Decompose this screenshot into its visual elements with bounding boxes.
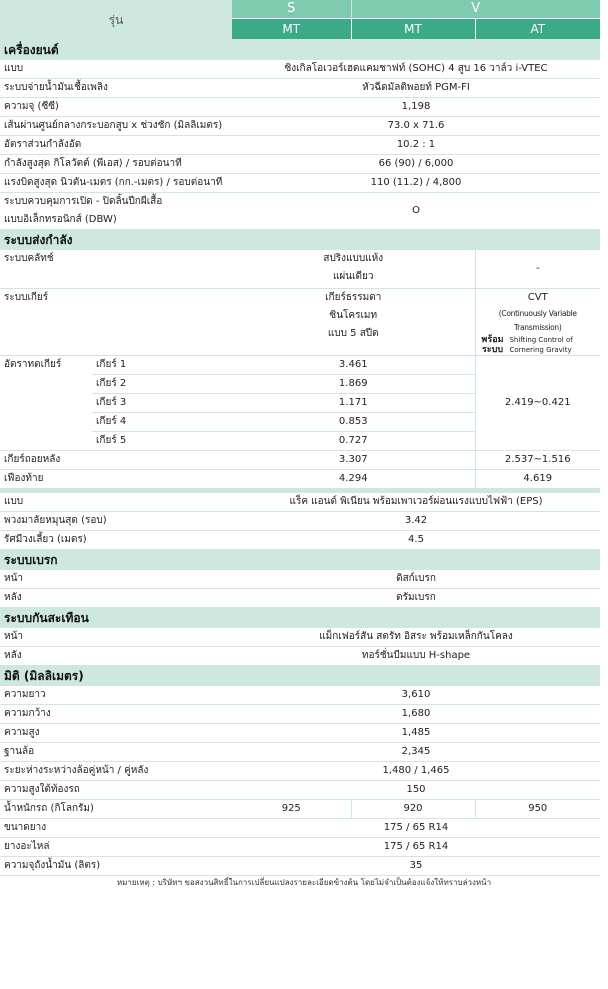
gear-name: เกียร์ 3 xyxy=(92,394,232,413)
spec-value: หัวฉีดมัลติพอยท์ PGM-FI xyxy=(232,79,600,98)
weight-v-at: 950 xyxy=(475,800,600,819)
gear-mt-line: เกียร์ธรรมดา xyxy=(325,292,382,303)
weight-s: 925 xyxy=(232,800,351,819)
spec-row-dbw xyxy=(0,193,600,230)
spec-label: หน้า xyxy=(0,570,232,589)
model-s: S xyxy=(232,0,351,19)
gear-ratio-value: 0.853 xyxy=(232,413,475,432)
trans-v-mt: MT xyxy=(351,19,475,40)
spec-value: ดิสก์เบรก xyxy=(232,570,600,589)
spec-value: 1,480 / 1,465 xyxy=(232,762,600,781)
spec-value: 150 xyxy=(232,781,600,800)
spec-label: เกียร์ถอยหลัง xyxy=(0,451,232,470)
section-title: ระบบเบรก xyxy=(0,550,600,570)
section-title: ระบบกันสะเทือน xyxy=(0,608,600,628)
spec-row xyxy=(0,155,600,174)
spec-row-final xyxy=(0,470,600,489)
spec-row xyxy=(0,174,600,193)
gear-name: เกียร์ 4 xyxy=(92,413,232,432)
spec-value: 1,680 xyxy=(232,705,600,724)
section-title: ระบบส่งกำลัง xyxy=(0,230,600,250)
gear-name: เกียร์ 1 xyxy=(92,356,232,375)
spec-row-reverse xyxy=(0,451,600,470)
gear-ratio-at: 2.419~0.421 xyxy=(475,356,600,451)
section-engine xyxy=(0,40,600,60)
gear-at-feature-text: Shifting Control of Cornering Gravity xyxy=(509,336,573,354)
section-suspension xyxy=(0,608,600,628)
clutch-mt xyxy=(232,250,475,289)
spec-label: หน้า xyxy=(0,628,232,647)
spec-label: ระบบจ่ายน้ำมันเชื้อเพลิง xyxy=(0,79,232,98)
spec-row-gear xyxy=(0,289,600,356)
spec-label: พวงมาลัยหมุนสุด (รอบ) xyxy=(0,512,232,531)
dbw-label-1: ระบบควบคุมการเปิด - ปิดลิ้นปีกผีเสื้อ xyxy=(4,196,163,207)
model-label: รุ่น xyxy=(0,0,232,40)
spec-value: 175 / 65 R14 xyxy=(232,819,600,838)
spec-row-weight xyxy=(0,800,600,819)
gear-ratio-row xyxy=(0,356,600,375)
spec-value: 10.2 : 1 xyxy=(232,136,600,155)
spec-label: เส้นผ่านศูนย์กลางกระบอกสูบ x ช่วงชัก (มิลลิเมตร) xyxy=(0,117,232,136)
spec-value: ดรัมเบรก xyxy=(232,589,600,608)
spec-label: ระบบคลัทช์ xyxy=(0,250,232,289)
gear-mt xyxy=(232,289,475,356)
spec-label: แรงบิดสูงสุด นิวตัน-เมตร (กก.-เมตร) / รอบต่อนาที xyxy=(0,174,232,193)
spec-label: ความสูงใต้ท้องรถ xyxy=(0,781,232,800)
model-v: V xyxy=(351,0,600,19)
spec-row-clutch xyxy=(0,250,600,289)
spec-value: 35 xyxy=(232,857,600,876)
spec-label: อัตราทดเกียร์ xyxy=(4,359,62,371)
header-model-row xyxy=(0,0,600,19)
spec-row xyxy=(0,838,600,857)
spec-label: ระยะห่างระหว่างล้อคู่หน้า / คู่หลัง xyxy=(0,762,232,781)
gear-mt-line: ซินโครเมท xyxy=(329,310,378,321)
spec-value: 4.5 xyxy=(232,531,600,550)
spec-row xyxy=(0,686,600,705)
spec-row xyxy=(0,819,600,838)
spec-value: ทอร์ชั่นบีมแบบ H-shape xyxy=(232,647,600,666)
spec-label: ฐานล้อ xyxy=(0,743,232,762)
reverse-at: 2.537~1.516 xyxy=(475,451,600,470)
section-brakes xyxy=(0,550,600,570)
gear-ratio-value: 1.869 xyxy=(232,375,475,394)
spec-label: อัตราส่วนกำลังอัด xyxy=(0,136,232,155)
spec-row xyxy=(0,136,600,155)
spec-value: ซิงเกิลโอเวอร์เฮดแคมชาฟท์ (SOHC) 4 สูบ 16 วาล์ว i-VTEC xyxy=(232,60,600,79)
spec-row xyxy=(0,117,600,136)
spec-label: หลัง xyxy=(0,589,232,608)
spec-label: ความกว้าง xyxy=(0,705,232,724)
spec-value: 73.0 x 71.6 xyxy=(232,117,600,136)
spec-row xyxy=(0,762,600,781)
spec-row xyxy=(0,589,600,608)
weight-v-mt: 920 xyxy=(351,800,475,819)
spacer xyxy=(0,432,92,451)
spec-label: รัศมีวงเลี้ยว (เมตร) xyxy=(0,531,232,550)
spec-row xyxy=(0,781,600,800)
spec-value: 1,485 xyxy=(232,724,600,743)
spec-row xyxy=(0,647,600,666)
spec-label: น้ำหนักรถ (กิโลกรัม) xyxy=(0,800,232,819)
trans-v-at: AT xyxy=(475,19,600,40)
spec-label: กำลังสูงสุด กิโลวัตต์ (พีเอส) / รอบต่อนาที xyxy=(0,155,232,174)
section-transmission xyxy=(0,230,600,250)
spec-row xyxy=(0,79,600,98)
spec-row xyxy=(0,60,600,79)
gear-at-desc: (Continuously Variable Transmission) xyxy=(498,309,577,332)
spec-row xyxy=(0,724,600,743)
dbw-label-2: แบบอิเล็กทรอนิกส์ (DBW) xyxy=(4,214,117,225)
spec-value: 66 (90) / 6,000 xyxy=(232,155,600,174)
clutch-mt-line: สปริงแบบแห้ง xyxy=(323,253,384,264)
spec-value: แร็ค แอนด์ พิเนียน พร้อมเพาเวอร์ผ่อนแรงแบบไฟฟ้า (EPS) xyxy=(232,493,600,512)
section-title: เครื่องยนต์ xyxy=(0,40,600,60)
section-title: มิติ (มิลลิเมตร) xyxy=(0,666,600,686)
spec-value: 110 (11.2) / 4,800 xyxy=(232,174,600,193)
gear-ratio-value: 1.171 xyxy=(232,394,475,413)
spec-value: 1,198 xyxy=(232,98,600,117)
spec-row xyxy=(0,512,600,531)
spec-label: ยางอะไหล่ xyxy=(0,838,232,857)
spec-row xyxy=(0,493,600,512)
spec-row xyxy=(0,857,600,876)
gear-ratio-value: 3.461 xyxy=(232,356,475,375)
spec-label: ความสูง xyxy=(0,724,232,743)
reverse-mt: 3.307 xyxy=(232,451,475,470)
spacer xyxy=(0,413,92,432)
final-mt: 4.294 xyxy=(232,470,475,489)
spec-label: ระบบเกียร์ xyxy=(0,289,232,356)
gear-name: เกียร์ 2 xyxy=(92,375,232,394)
spec-label: แบบ xyxy=(0,60,232,79)
gear-at xyxy=(475,289,600,356)
spec-label: เฟืองท้าย xyxy=(0,470,232,489)
spec-row xyxy=(0,531,600,550)
final-at: 4.619 xyxy=(475,470,600,489)
gear-at-feature xyxy=(478,335,599,355)
spec-value: 2,345 xyxy=(232,743,600,762)
spec-label: ความยาว xyxy=(0,686,232,705)
footnote: หมายเหตุ : บริษัทฯ ขอสงวนสิทธิ์ในการเปลี่ยนแปลงรายละเอียดข้างต้น โดยไม่จำเป็นต้องแจ้งให้ทราบล่วงหน้า xyxy=(116,878,492,887)
gear-name: เกียร์ 5 xyxy=(92,432,232,451)
spec-row xyxy=(0,570,600,589)
spec-label: ความจุถังน้ำมัน (ลิตร) xyxy=(0,857,232,876)
gear-ratio-value: 0.727 xyxy=(232,432,475,451)
spec-row xyxy=(0,628,600,647)
spec-row xyxy=(0,705,600,724)
spec-label: หลัง xyxy=(0,647,232,666)
spec-label: แบบ xyxy=(0,493,232,512)
section-dimensions xyxy=(0,666,600,686)
spacer xyxy=(0,375,92,394)
spec-value: แม็กเฟอร์สัน สตรัท อิสระ พร้อมเหล็กกันโคลง xyxy=(232,628,600,647)
gear-at-feature-prefix: พร้อมระบบ xyxy=(481,335,504,355)
spacer xyxy=(0,394,92,413)
spec-value: 175 / 65 R14 xyxy=(232,838,600,857)
spec-label: ขนาดยาง xyxy=(0,819,232,838)
clutch-at: - xyxy=(475,250,600,289)
gear-at-type: CVT xyxy=(527,292,548,303)
spec-value: 3.42 xyxy=(232,512,600,531)
spec-value: O xyxy=(232,193,600,230)
gear-mt-line: แบบ 5 สปีด xyxy=(327,328,379,339)
spec-row xyxy=(0,98,600,117)
clutch-mt-line: แผ่นเดียว xyxy=(332,271,374,282)
trans-s-mt: MT xyxy=(232,19,351,40)
spec-label xyxy=(0,193,232,230)
spec-label: ความจุ (ซีซี) xyxy=(0,98,232,117)
spec-row xyxy=(0,743,600,762)
spec-value: 3,610 xyxy=(232,686,600,705)
